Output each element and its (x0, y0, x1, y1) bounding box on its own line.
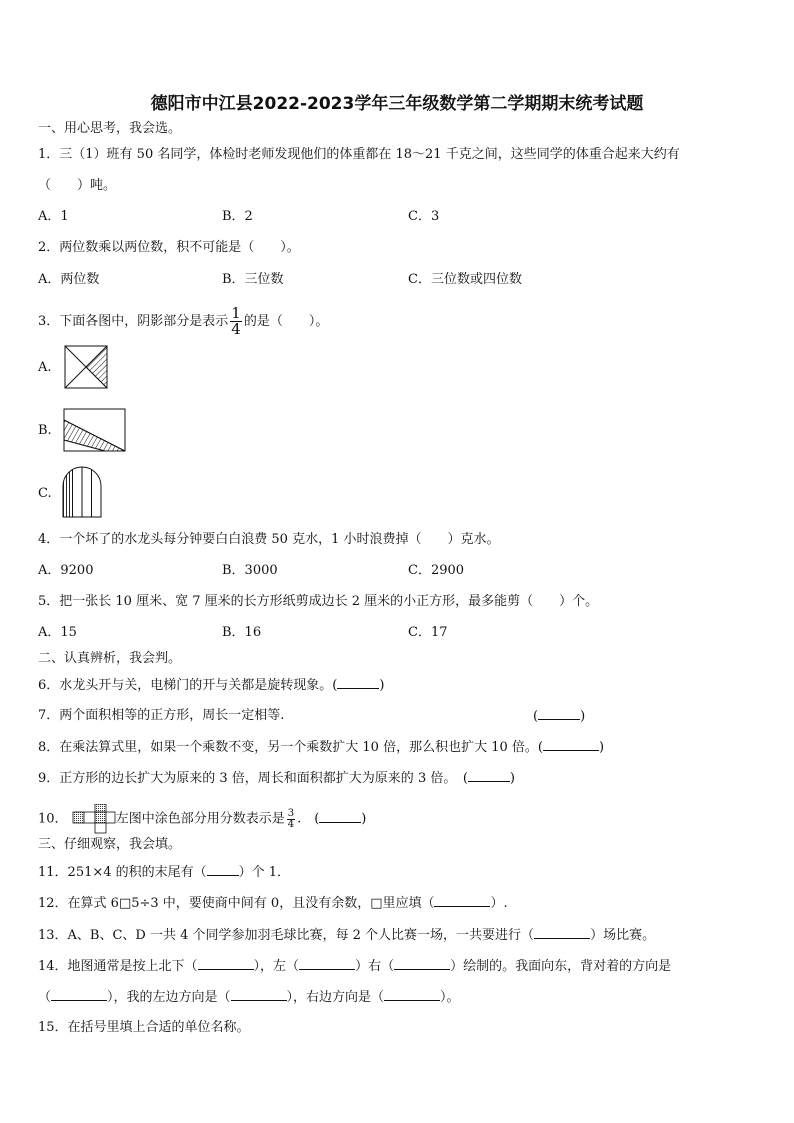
q9-close: ) (509, 771, 515, 786)
q10-tail: . ( (297, 811, 320, 827)
q1-option-c[interactable]: C．3 (408, 209, 440, 224)
q10-fraction-numerator: 3 (287, 807, 295, 819)
q14-part2: ），左（ (253, 959, 300, 974)
q14-blank-behind[interactable] (51, 988, 107, 1001)
q7-open: ( (533, 709, 539, 724)
q14-blank-south[interactable] (198, 957, 254, 970)
q10-close: ) (361, 811, 367, 827)
q12-text: 12．在算式 6□5÷3 中，要使商中间有 0，且没有余数，□里应填（ (38, 896, 435, 911)
q6-stem (38, 676, 384, 695)
q11-stem (38, 863, 290, 882)
q10-number: 10． (38, 811, 68, 827)
q9-stem (38, 769, 515, 788)
q10-grid-figure (72, 804, 116, 834)
q2-option-c[interactable]: C．三位数或四位数 (408, 272, 522, 287)
q1-stem-line2: （ ）吨。 (38, 178, 117, 193)
q14-blank-my-right[interactable] (384, 988, 440, 1001)
q10-stem (38, 804, 366, 834)
q2-option-b[interactable]: B．三位数 (222, 272, 284, 287)
q14-part8: ）。 (440, 990, 460, 1005)
q14-part6: ），我的左边方向是（ (107, 990, 231, 1005)
q3-option-c[interactable]: C. (38, 486, 52, 501)
q10-fraction (287, 809, 295, 830)
q14-part3: ）右（ (355, 959, 395, 974)
q8-answer-blank[interactable] (543, 738, 599, 751)
q10-answer-blank[interactable] (319, 810, 361, 823)
q1-stem-line1: 1．三（1）班有 50 名同学，体检时老师发现他们的体重都在 18～21 千克之间，这些同学的体重合起来大约有 (38, 147, 680, 162)
section-heading-1: 一、用心思考，我会选。 (38, 121, 182, 136)
q7-answer (533, 707, 585, 726)
q3-option-b[interactable]: B. (38, 423, 52, 438)
q3-figure-b (63, 408, 126, 452)
q14-part7: ），右边方向是（ (286, 990, 385, 1005)
q6-answer-blank[interactable] (337, 676, 379, 689)
q8-close: ) (598, 740, 605, 755)
q3-stem (38, 306, 328, 337)
q6-close: ) (379, 678, 385, 693)
q3-fraction-denominator: 4 (231, 320, 241, 338)
q8-text: 8．在乘法算式里，如果一个乘数不变，另一个乘数扩大 10 倍，那么积也扩大 10 倍。( (38, 740, 543, 755)
q13-text: 13．A、B、C、D 一共 4 个同学参加羽毛球比赛，每 2 个人比赛一场，一共要进行（ (38, 928, 535, 943)
q5-option-a[interactable]: A．15 (38, 625, 77, 640)
q14-blank-right[interactable] (394, 957, 450, 970)
q11-close: ）个 1． (238, 865, 291, 880)
q13-stem (38, 926, 655, 945)
q9-text: 9．正方形的边长扩大为原来的 3 倍，周长和面积都扩大为原来的 3 倍。 ( (38, 771, 468, 786)
q14-blank-my-left[interactable] (231, 988, 287, 1001)
q8-stem (38, 738, 604, 757)
q11-answer-blank[interactable] (207, 863, 239, 876)
q5-stem: 5．把一张长 10 厘米、宽 7 厘米的长方形纸剪成边长 2 厘米的小正方形，最多能剪（ ）个。 (38, 594, 599, 609)
q10-text: 左图中涂色部分用分数表示是 (115, 811, 285, 827)
section-heading-3: 三、仔细观察，我会填。 (38, 837, 182, 852)
section-heading-2: 二、认真辨析，我会判。 (38, 651, 182, 666)
q12-answer-blank[interactable] (434, 894, 490, 907)
q13-close: ）场比赛。 (590, 928, 656, 943)
q2-option-a[interactable]: A．两位数 (38, 272, 100, 287)
q7-stem: 7．两个面积相等的正方形，周长一定相等. (38, 708, 285, 723)
q11-text: 11．251×4 的积的末尾有（ (38, 865, 207, 880)
q13-answer-blank[interactable] (534, 926, 590, 939)
q4-option-a[interactable]: A．9200 (38, 563, 94, 578)
q14-part1: 14．地图通常是按上北下（ (38, 959, 198, 974)
q5-option-b[interactable]: B．16 (222, 625, 262, 640)
q4-stem: 4．一个坏了的水龙头每分钟要白白浪费 50 克水，1 小时浪费掉（ ）克水。 (38, 532, 500, 547)
q10-fraction-denominator: 4 (287, 818, 295, 830)
q12-close: ）. (490, 896, 508, 911)
q4-option-b[interactable]: B．3000 (222, 563, 278, 578)
q12-stem (38, 894, 508, 913)
q3-stem-pre: 3．下面各图中，阴影部分是表示 (38, 314, 229, 329)
q14-part5: （ (38, 990, 52, 1005)
q4-option-c[interactable]: C．2900 (408, 563, 465, 578)
q3-stem-post: 的是（ ）。 (243, 314, 329, 329)
q1-option-a[interactable]: A．1 (38, 209, 69, 224)
q6-text: 6．水龙头开与关，电梯门的开与关都是旋转现象。( (38, 678, 338, 693)
page-title: 德阳市中江县2022-2023学年三年级数学第二学期期末统考试题 (150, 94, 644, 114)
q2-stem: 2．两位数乘以两位数，积不可能是（ ）。 (38, 240, 300, 255)
q14-stem-line2 (38, 988, 460, 1007)
q3-fraction-numerator: 1 (231, 304, 241, 322)
q14-blank-left[interactable] (299, 957, 355, 970)
q7-close: ) (580, 709, 586, 724)
q14-stem-line1 (38, 957, 671, 976)
q3-figure-c (62, 466, 102, 518)
q3-option-a[interactable]: A. (38, 360, 52, 375)
q15-stem: 15．在括号里填上合适的单位名称。 (38, 1020, 250, 1035)
q5-option-c[interactable]: C．17 (408, 625, 448, 640)
q9-answer-blank[interactable] (468, 769, 510, 782)
q3-fraction (230, 306, 242, 337)
q14-part4: ）绘制的。我面向东，背对着的方向是 (450, 959, 672, 974)
q7-answer-blank[interactable] (538, 707, 580, 720)
q3-figure-a (64, 345, 108, 389)
q1-option-b[interactable]: B．2 (222, 209, 253, 224)
